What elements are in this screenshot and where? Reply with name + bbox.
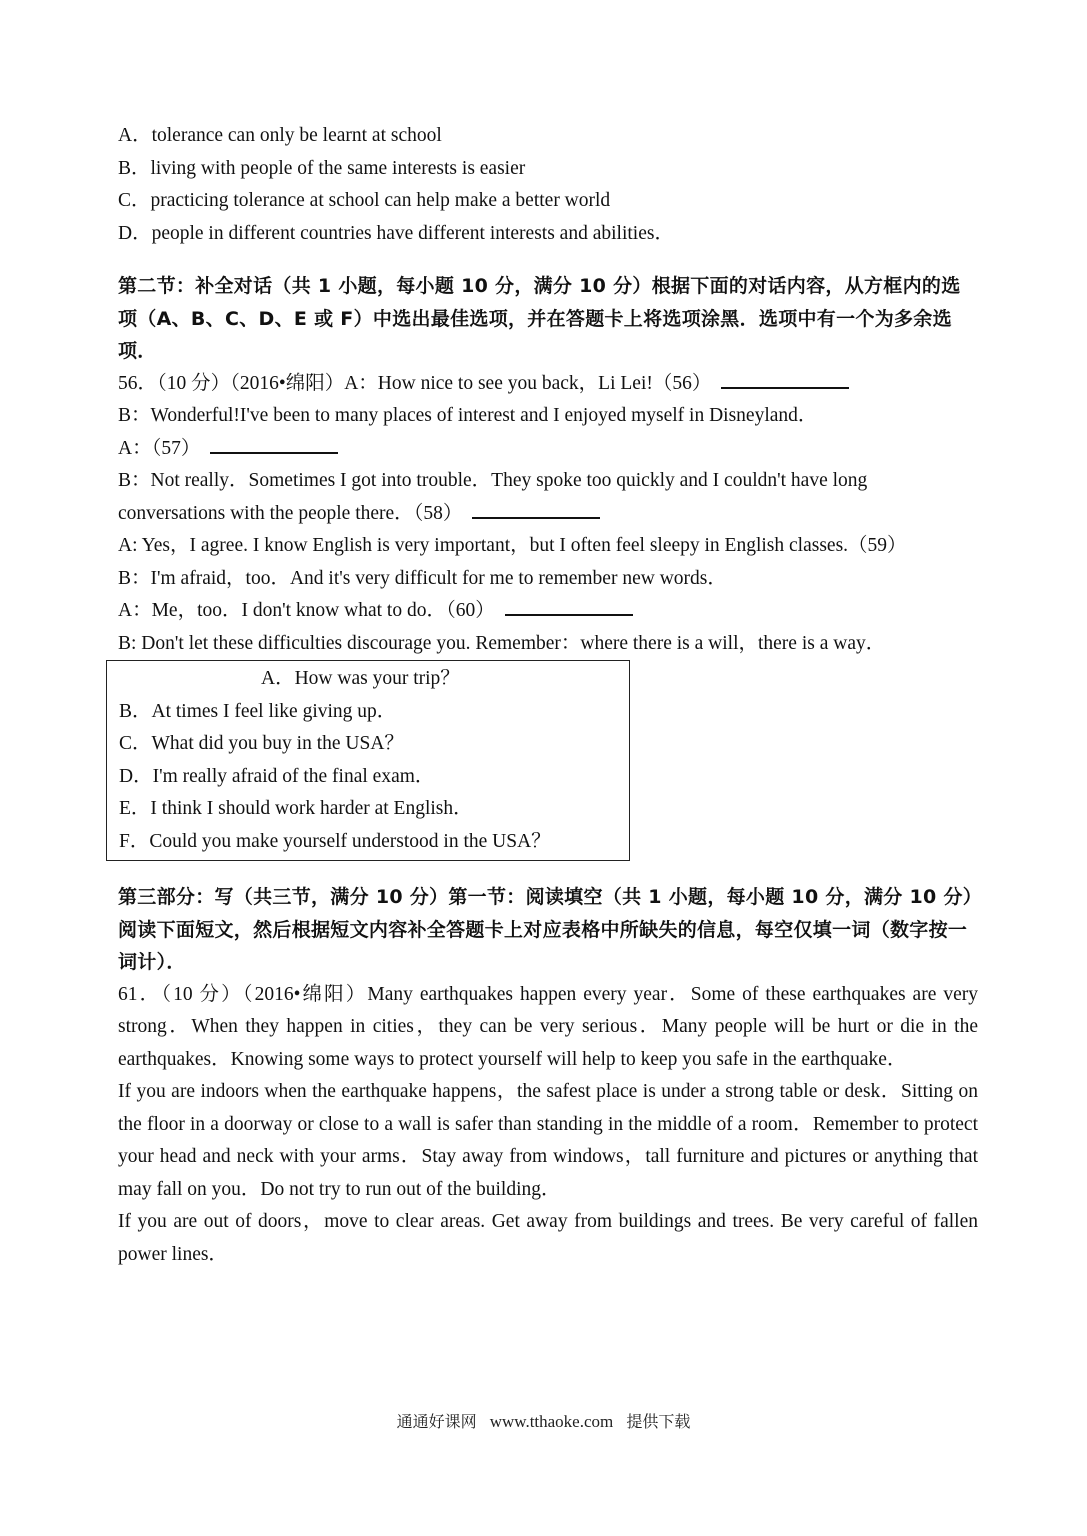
box-option-a: A．How was your trip？ xyxy=(261,668,460,689)
passage-paragraph-3: If you are out of doors，move to clear areas. Get away from buildings and trees. Be very careful of fallen power lines． xyxy=(118,1211,978,1265)
footer-download-text: 提供下载 xyxy=(626,1412,691,1431)
section3-heading: 第三部分：写（共三节，满分 10 分）第一节：阅读填空（共 1 小题，每小题 10 分，满分 10 分）阅读下面短文，然后根据短文内容补全答题卡上对应表格中所缺失的信息，每空仅填一词（数字按一词计）． xyxy=(118,886,973,973)
dialogue-line-58 xyxy=(118,465,978,530)
dialogue-line-59: A: Yes，I agree. I know English is very important，but I often feel sleepy in English classes.（59） xyxy=(118,535,907,556)
answer-blank-57[interactable] xyxy=(210,434,338,454)
footer-site-name: 通通好课网 xyxy=(396,1412,477,1431)
footer-url[interactable]: www.tthaoke.com xyxy=(489,1412,614,1431)
dialogue-line-57 xyxy=(118,433,978,466)
dialogue-text: A：（57） xyxy=(118,437,201,459)
box-option-c: C．What did you buy in the USA？ xyxy=(119,733,404,754)
previous-question-options xyxy=(118,120,978,250)
box-option-b: B．At times I feel like giving up． xyxy=(119,700,397,722)
dialogue-text: B：Not really．Sometimes I got into trouble．They spoke too quickly and I couldn't have long conversations with the people there．（58） xyxy=(118,470,868,524)
dialogue-line-60 xyxy=(118,595,978,628)
dialogue xyxy=(118,368,978,661)
answer-blank-58[interactable] xyxy=(472,499,600,519)
option-c: C．practicing tolerance at school can help make a better world xyxy=(118,190,611,211)
document-page xyxy=(118,120,978,1271)
option-d: D．people in different countries have different interests and abilities． xyxy=(118,222,674,244)
answer-blank-56[interactable] xyxy=(721,369,849,389)
box-option-e: E．I think I should work harder at English． xyxy=(119,798,473,819)
dialogue-line-56 xyxy=(118,368,978,401)
passage-paragraph-1: 61．（10 分）（2016•绵阳）Many earthquakes happen every year．Some of these earthquakes are very strong．When they happen in cities，they can be very serious．Many people will be hurt or die in the earthquakes．Knowing some ways to protect yourself will help to keep you safe in the earthquake． xyxy=(118,983,978,1070)
box-option-d: D．I'm really afraid of the final exam． xyxy=(119,765,435,787)
box-option-f: F．Could you make yourself understood in the USA？ xyxy=(119,830,551,852)
option-a: A．tolerance can only be learnt at school xyxy=(118,125,442,146)
dialogue-text: A：Me，too．I don't know what to do．（60） xyxy=(118,600,495,621)
options-box xyxy=(106,660,630,861)
dialogue-line: B: Don't let these difficulties discourage you. Remember：where there is a will，there is a way． xyxy=(118,632,886,654)
dialogue-line: B：I'm afraid，too．And it's very difficult for me to remember new words． xyxy=(118,567,727,589)
section2-heading: 第二节：补全对话（共 1 小题，每小题 10 分，满分 10 分）根据下面的对话内容，从方框内的选项（A、B、C、D、E 或 F）中选出最佳选项，并在答题卡上将选项涂黑．选项中有一个为多余选项． xyxy=(118,275,961,362)
answer-blank-60[interactable] xyxy=(505,596,633,616)
dialogue-text: 56．（10 分）（2016•绵阳）A：How nice to see you back，Li Lei!（56） xyxy=(118,372,712,394)
page-footer xyxy=(0,1409,1087,1432)
option-b: B．living with people of the same interests is easier xyxy=(118,157,526,179)
passage-paragraph-2: If you are indoors when the earthquake happens，the safest place is under a strong table or desk．Sitting on the floor in a doorway or close to a wall is safer than standing in the middle of a room．Remember to protect your head and neck with your arms．Stay away from windows，tall furniture and pictures or anything that may fall on you．Do not try to run out of the building． xyxy=(118,1081,978,1200)
dialogue-line: B：Wonderful!I've been to many places of interest and I enjoyed myself in Disneyland． xyxy=(118,405,818,426)
reading-passage xyxy=(118,979,978,1272)
